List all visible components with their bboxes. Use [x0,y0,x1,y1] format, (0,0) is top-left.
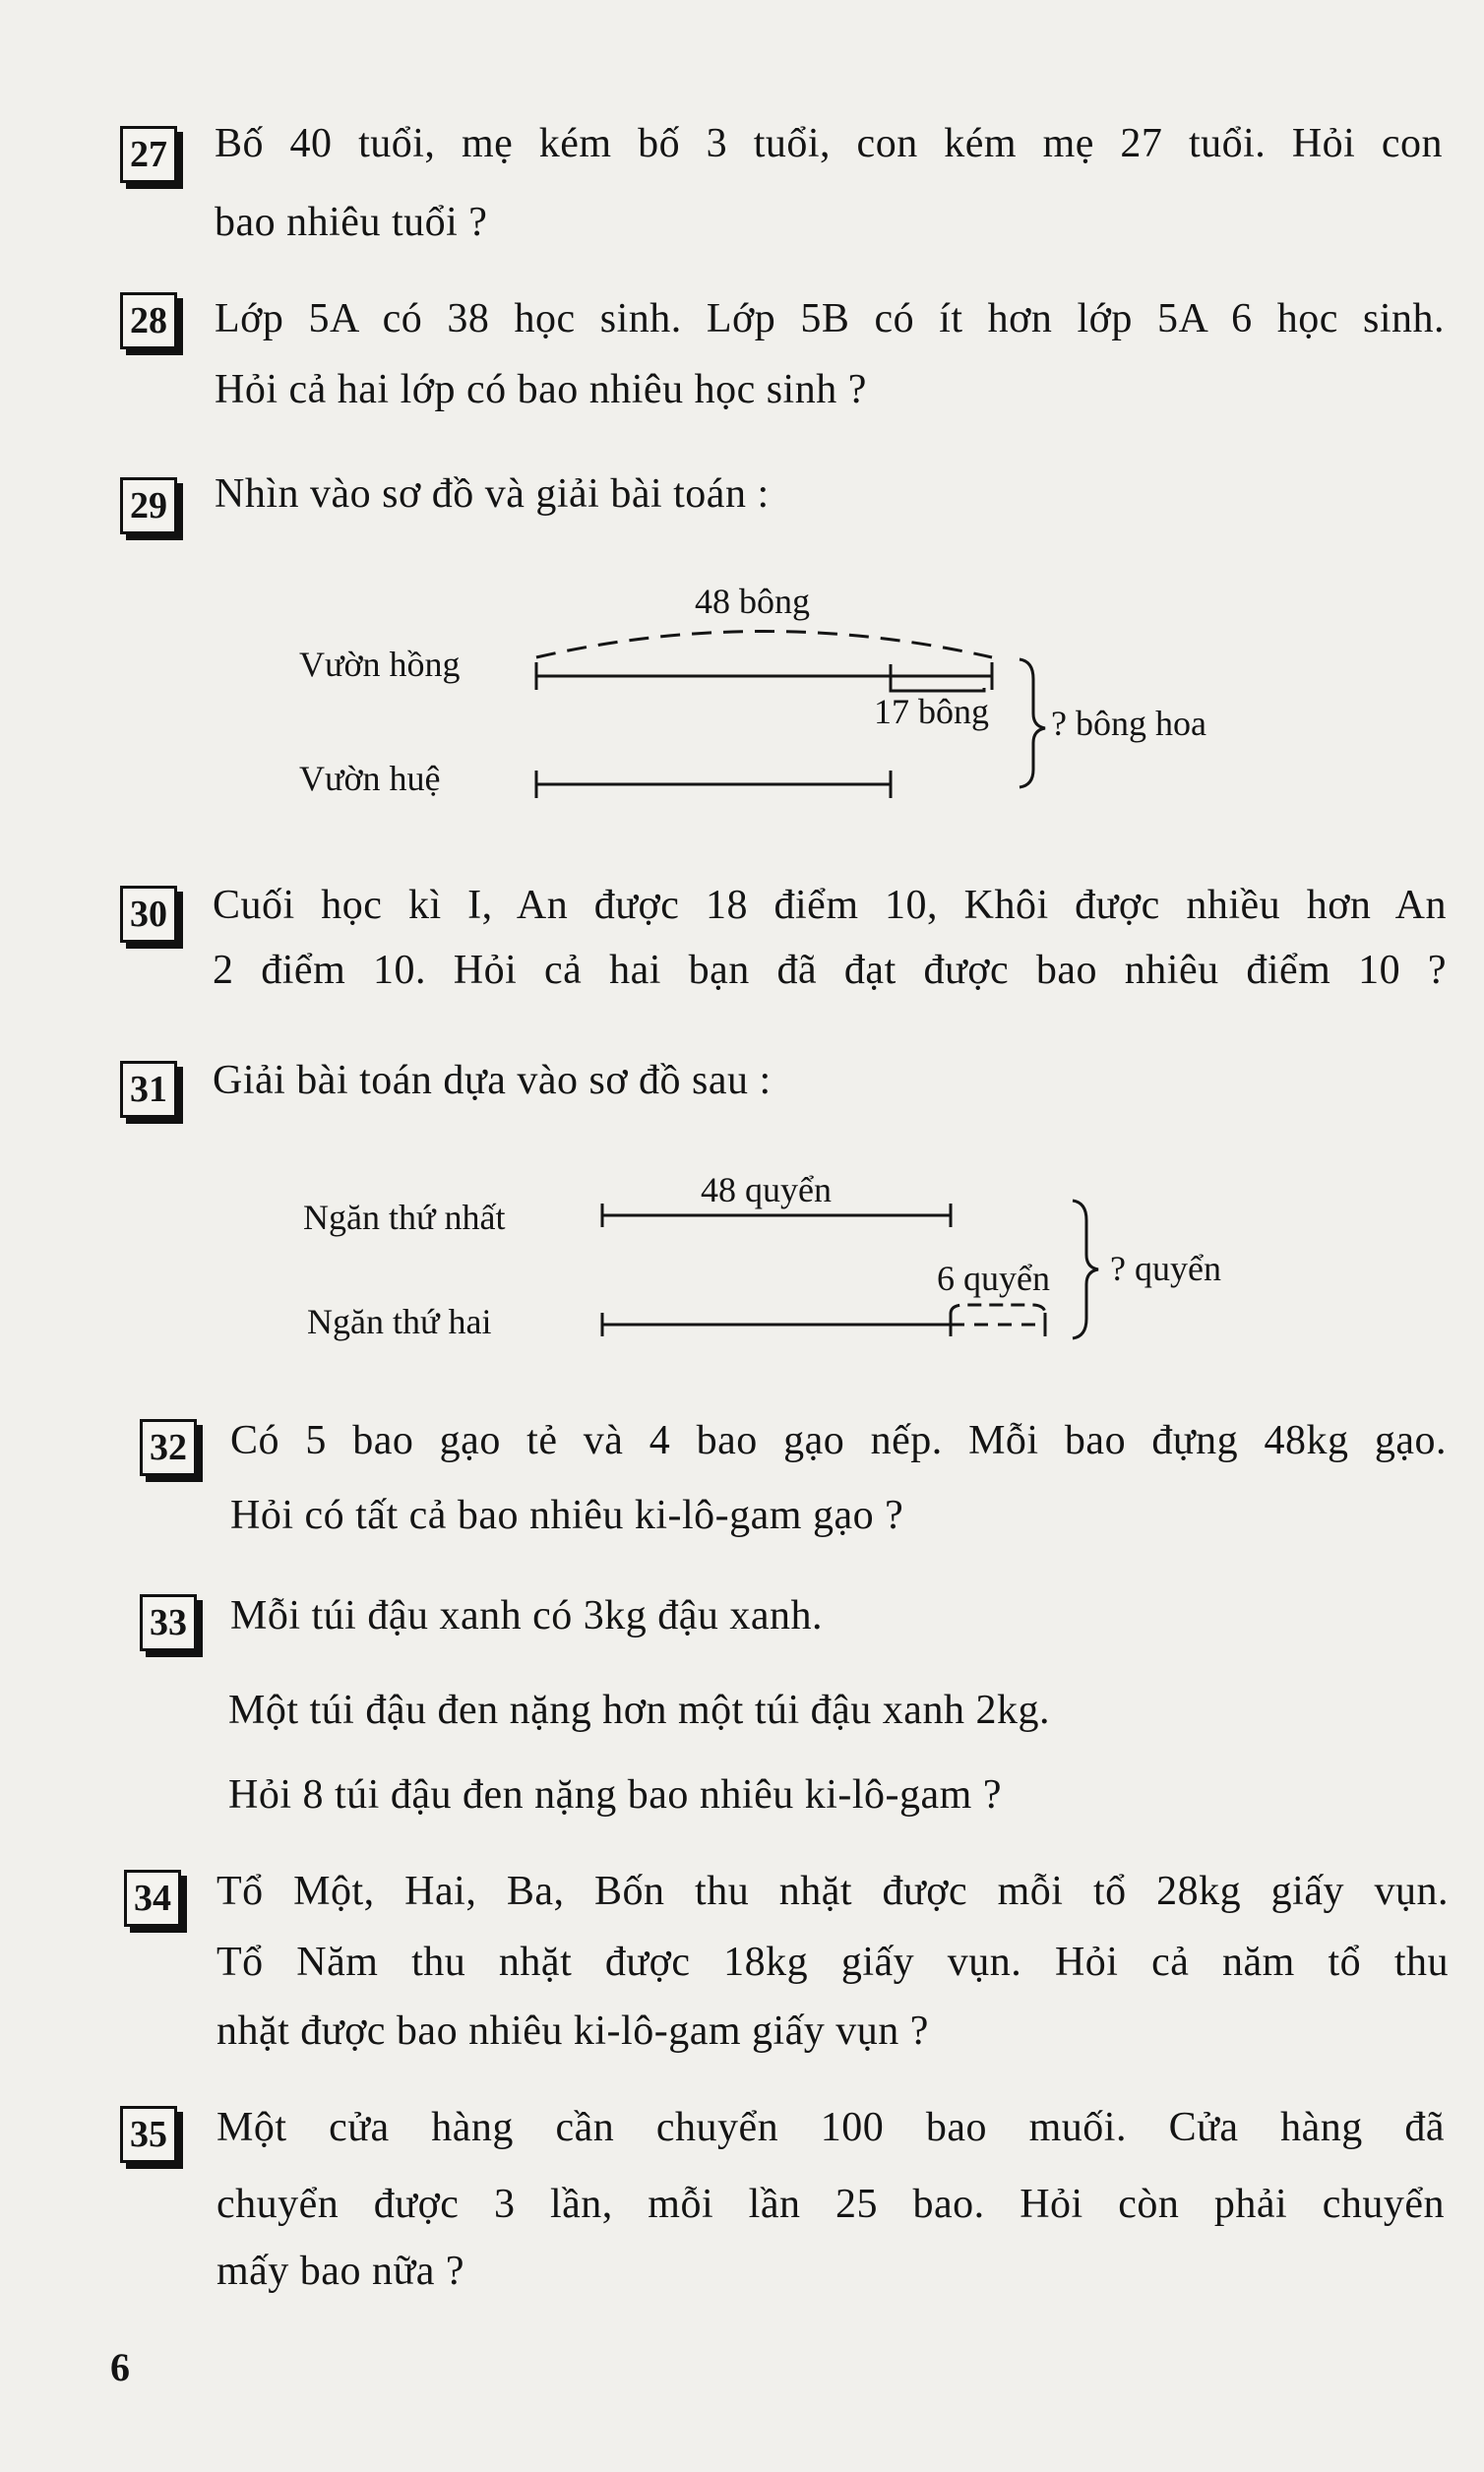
problem-number-box: 28 [120,292,177,349]
problem-text-line: bao nhiêu tuổi ? [215,200,488,245]
problem-text-line: Một cửa hàng cần chuyển 100 bao muối. Cửa hàng đã [216,2105,1445,2150]
diagram-diff-label: 6 quyển [937,1259,1050,1298]
problem-number-box: 32 [140,1419,197,1476]
problem-text-line: Có 5 bao gạo tẻ và 4 bao gạo nếp. Mỗi bao đựng 48kg gạo. [230,1418,1447,1463]
curly-brace [1020,659,1045,787]
diff-bracket [891,688,984,691]
problem-text-line: Bố 40 tuổi, mẹ kém bố 3 tuổi, con kém mẹ 27 tuổi. Hỏi con [215,121,1443,166]
problem-number-box: 34 [124,1870,181,1927]
problem-text-line: Lớp 5A có 38 học sinh. Lớp 5B có ít hơn lớp 5A 6 học sinh. [215,296,1445,341]
problem-text-line: 2 điểm 10. Hỏi cả hai bạn đã đạt được bao nhiêu điểm 10 ? [213,948,1447,993]
problem-number-box: 30 [120,886,177,943]
page-number: 6 [110,2345,130,2389]
problem-text-line: Tổ Năm thu nhặt được 18kg giấy vụn. Hỏi cả năm tổ thu [216,1940,1449,1985]
diagram-row-label: Ngăn thứ hai [307,1302,492,1341]
diagram-31-lines [0,1132,1484,1388]
diagram-question-label: ? quyển [1110,1249,1221,1288]
problem-text-line: Mỗi túi đậu xanh có 3kg đậu xanh. [230,1593,824,1638]
problem-text-line: Tổ Một, Hai, Ba, Bốn thu nhặt được mỗi tổ 28kg giấy vụn. [216,1869,1449,1914]
diagram-row-label: Vườn hồng [299,645,461,684]
problem-number-box: 27 [120,126,177,183]
problem-text-line: Hỏi 8 túi đậu đen nặng bao nhiêu ki-lô-gam ? [228,1772,1002,1818]
problem-text-line: chuyển được 3 lần, mỗi lần 25 bao. Hỏi còn phải chuyển [216,2182,1445,2227]
problem-number-box: 35 [120,2106,177,2163]
diagram-row-label: Vườn huệ [299,759,441,798]
diagram-question-label: ? bông hoa [1051,704,1206,743]
total-dashed-arc [536,632,992,658]
problem-number-box: 29 [120,477,177,534]
problem-text-line: nhặt được bao nhiêu ki-lô-gam giấy vụn ? [216,2008,929,2054]
curly-brace [1073,1201,1098,1338]
diagram-diff-label: 17 bông [874,692,989,731]
diagram-row-label: Ngăn thứ nhất [303,1198,506,1237]
problem-text-line: Cuối học kì I, An được 18 điểm 10, Khôi được nhiều hơn An [213,883,1447,928]
problem-text-line: Giải bài toán dựa vào sơ đồ sau : [213,1058,772,1103]
problem-text-line: Hỏi cả hai lớp có bao nhiêu học sinh ? [215,367,867,412]
diagram-top-label: 48 bông [695,582,810,621]
diagram-top-label: 48 quyển [701,1170,832,1209]
problem-text-line: mấy bao nữa ? [216,2249,464,2294]
problem-text-line: Nhìn vào sơ đồ và giải bài toán : [215,471,770,517]
problem-text-line: Hỏi có tất cả bao nhiêu ki-lô-gam gạo ? [230,1493,904,1538]
problem-number-box: 31 [120,1061,177,1118]
diff-bracket [951,1305,1045,1314]
problem-number-box: 33 [140,1594,197,1651]
problem-text-line: Một túi đậu đen nặng hơn một túi đậu xanh 2kg. [228,1688,1050,1733]
